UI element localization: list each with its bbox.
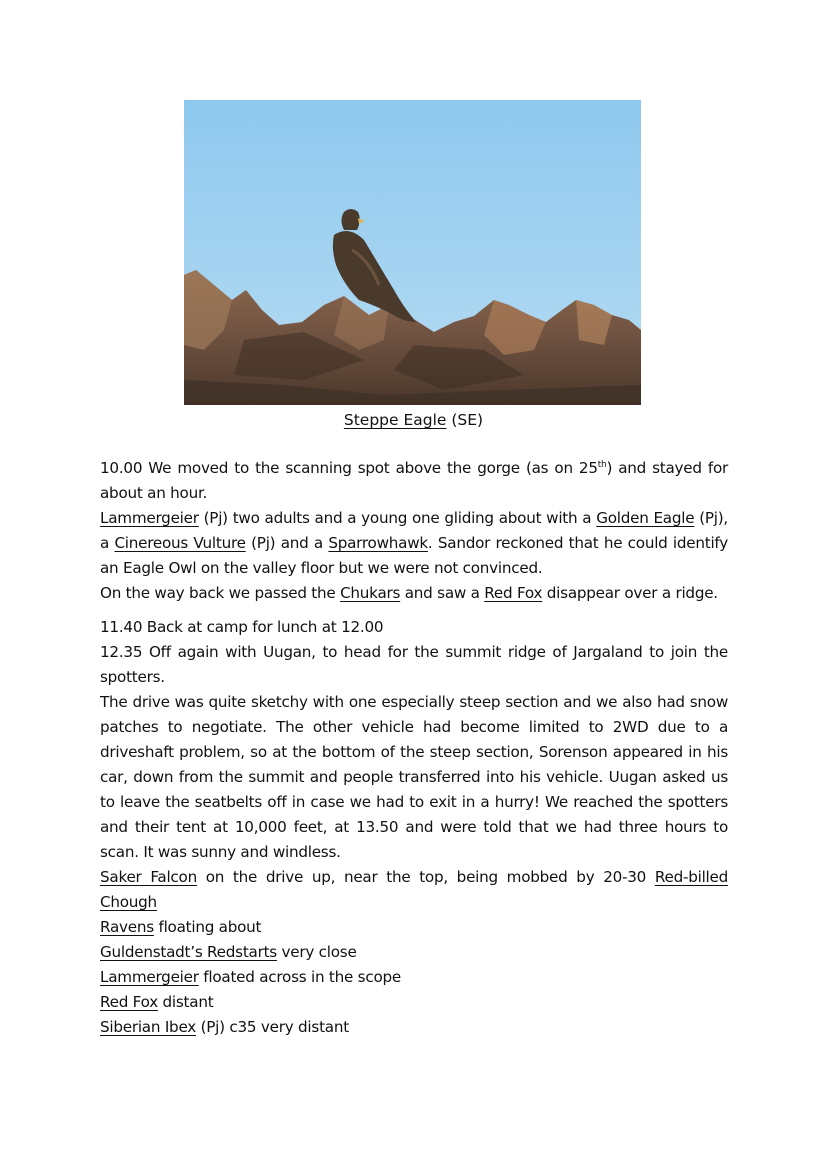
species-lammergeier: Lammergeier <box>100 968 199 986</box>
species-red-fox: Red Fox <box>484 584 543 602</box>
sighting-line <box>100 990 728 1015</box>
paragraph-scanning-spot <box>100 456 728 506</box>
sighting-note: very close <box>276 943 357 961</box>
trip-report-text <box>100 456 728 1040</box>
paragraph-raptors <box>100 506 728 581</box>
species-guldenstadts-redstarts: Guldenstadt’s Redstarts <box>100 943 277 961</box>
photo-caption <box>0 408 827 432</box>
sighting-line <box>100 940 728 965</box>
caption-species-link: Steppe Eagle <box>343 411 447 429</box>
sighting-note: (Pj) c35 very distant <box>196 1018 349 1036</box>
text: and saw a <box>400 584 485 602</box>
species-ravens: Ravens <box>100 918 154 936</box>
caption-suffix: (SE) <box>446 411 484 429</box>
species-red-fox: Red Fox <box>100 993 158 1011</box>
sighting-line <box>100 915 728 940</box>
sighting-note: floated across in the scope <box>198 968 401 986</box>
paragraph-summit-ridge: 12.35 Off again with Uugan, to head for the summit ridge of Jargaland to join the spotters. <box>100 643 728 686</box>
species-siberian-ibex: Siberian Ibex <box>100 1018 197 1036</box>
species-saker-falcon: Saker Falcon <box>100 868 197 886</box>
text: on the drive up, near the top, being mobbed by 20-30 <box>196 868 655 886</box>
text: On the way back we passed the <box>100 584 341 602</box>
sighting-note: distant <box>157 993 214 1011</box>
text: (Pj) and a <box>245 534 329 552</box>
text: (Pj) two adults and a young one gliding about with a <box>198 509 597 527</box>
sighting-line <box>100 1015 728 1040</box>
species-cinereous-vulture: Cinereous Vulture <box>114 534 246 552</box>
paragraph-lunch: 11.40 Back at camp for lunch at 12.00 <box>100 618 384 636</box>
paragraph-drive: The drive was quite sketchy with one especially steep section and we also had snow patches to negotiate. The other vehicle had become limited to 2WD due to a driveshaft problem, so at the bottom of the steep section, Sorenson appeared in his car, down from the summit and people transferred into his vehicle. Uugan asked us to leave the seatbelts off in case we had to exit in a hurry! We reached the spotters and their tent at 10,000 feet, at 13.50 and were told that we had three hours to scan. It was sunny and windless. <box>100 693 728 861</box>
sighting-line <box>100 965 728 990</box>
species-sparrowhawk: Sparrowhawk <box>328 534 428 552</box>
text: disappear over a ridge. <box>542 584 718 602</box>
species-chukars: Chukars <box>340 584 401 602</box>
superscript: th <box>597 460 607 470</box>
steppe-eagle-photo <box>184 100 641 405</box>
paragraph-saker-falcon <box>100 865 728 915</box>
species-red-billed-chough: Red-billed Chough <box>100 868 728 911</box>
species-lammergeier: Lammergeier <box>100 509 199 527</box>
paragraph-way-back <box>100 581 728 606</box>
text: . Sandor reckoned that he could identify an Eagle Owl on the valley floor but we were not convinced. <box>100 534 728 577</box>
text: ) and stayed for about an hour. <box>100 459 728 502</box>
species-golden-eagle: Golden Eagle <box>596 509 695 527</box>
text: (Pj), a <box>100 509 728 552</box>
sighting-note: floating about <box>153 918 262 936</box>
text: 10.00 We moved to the scanning spot above the gorge (as on 25 <box>100 459 598 477</box>
